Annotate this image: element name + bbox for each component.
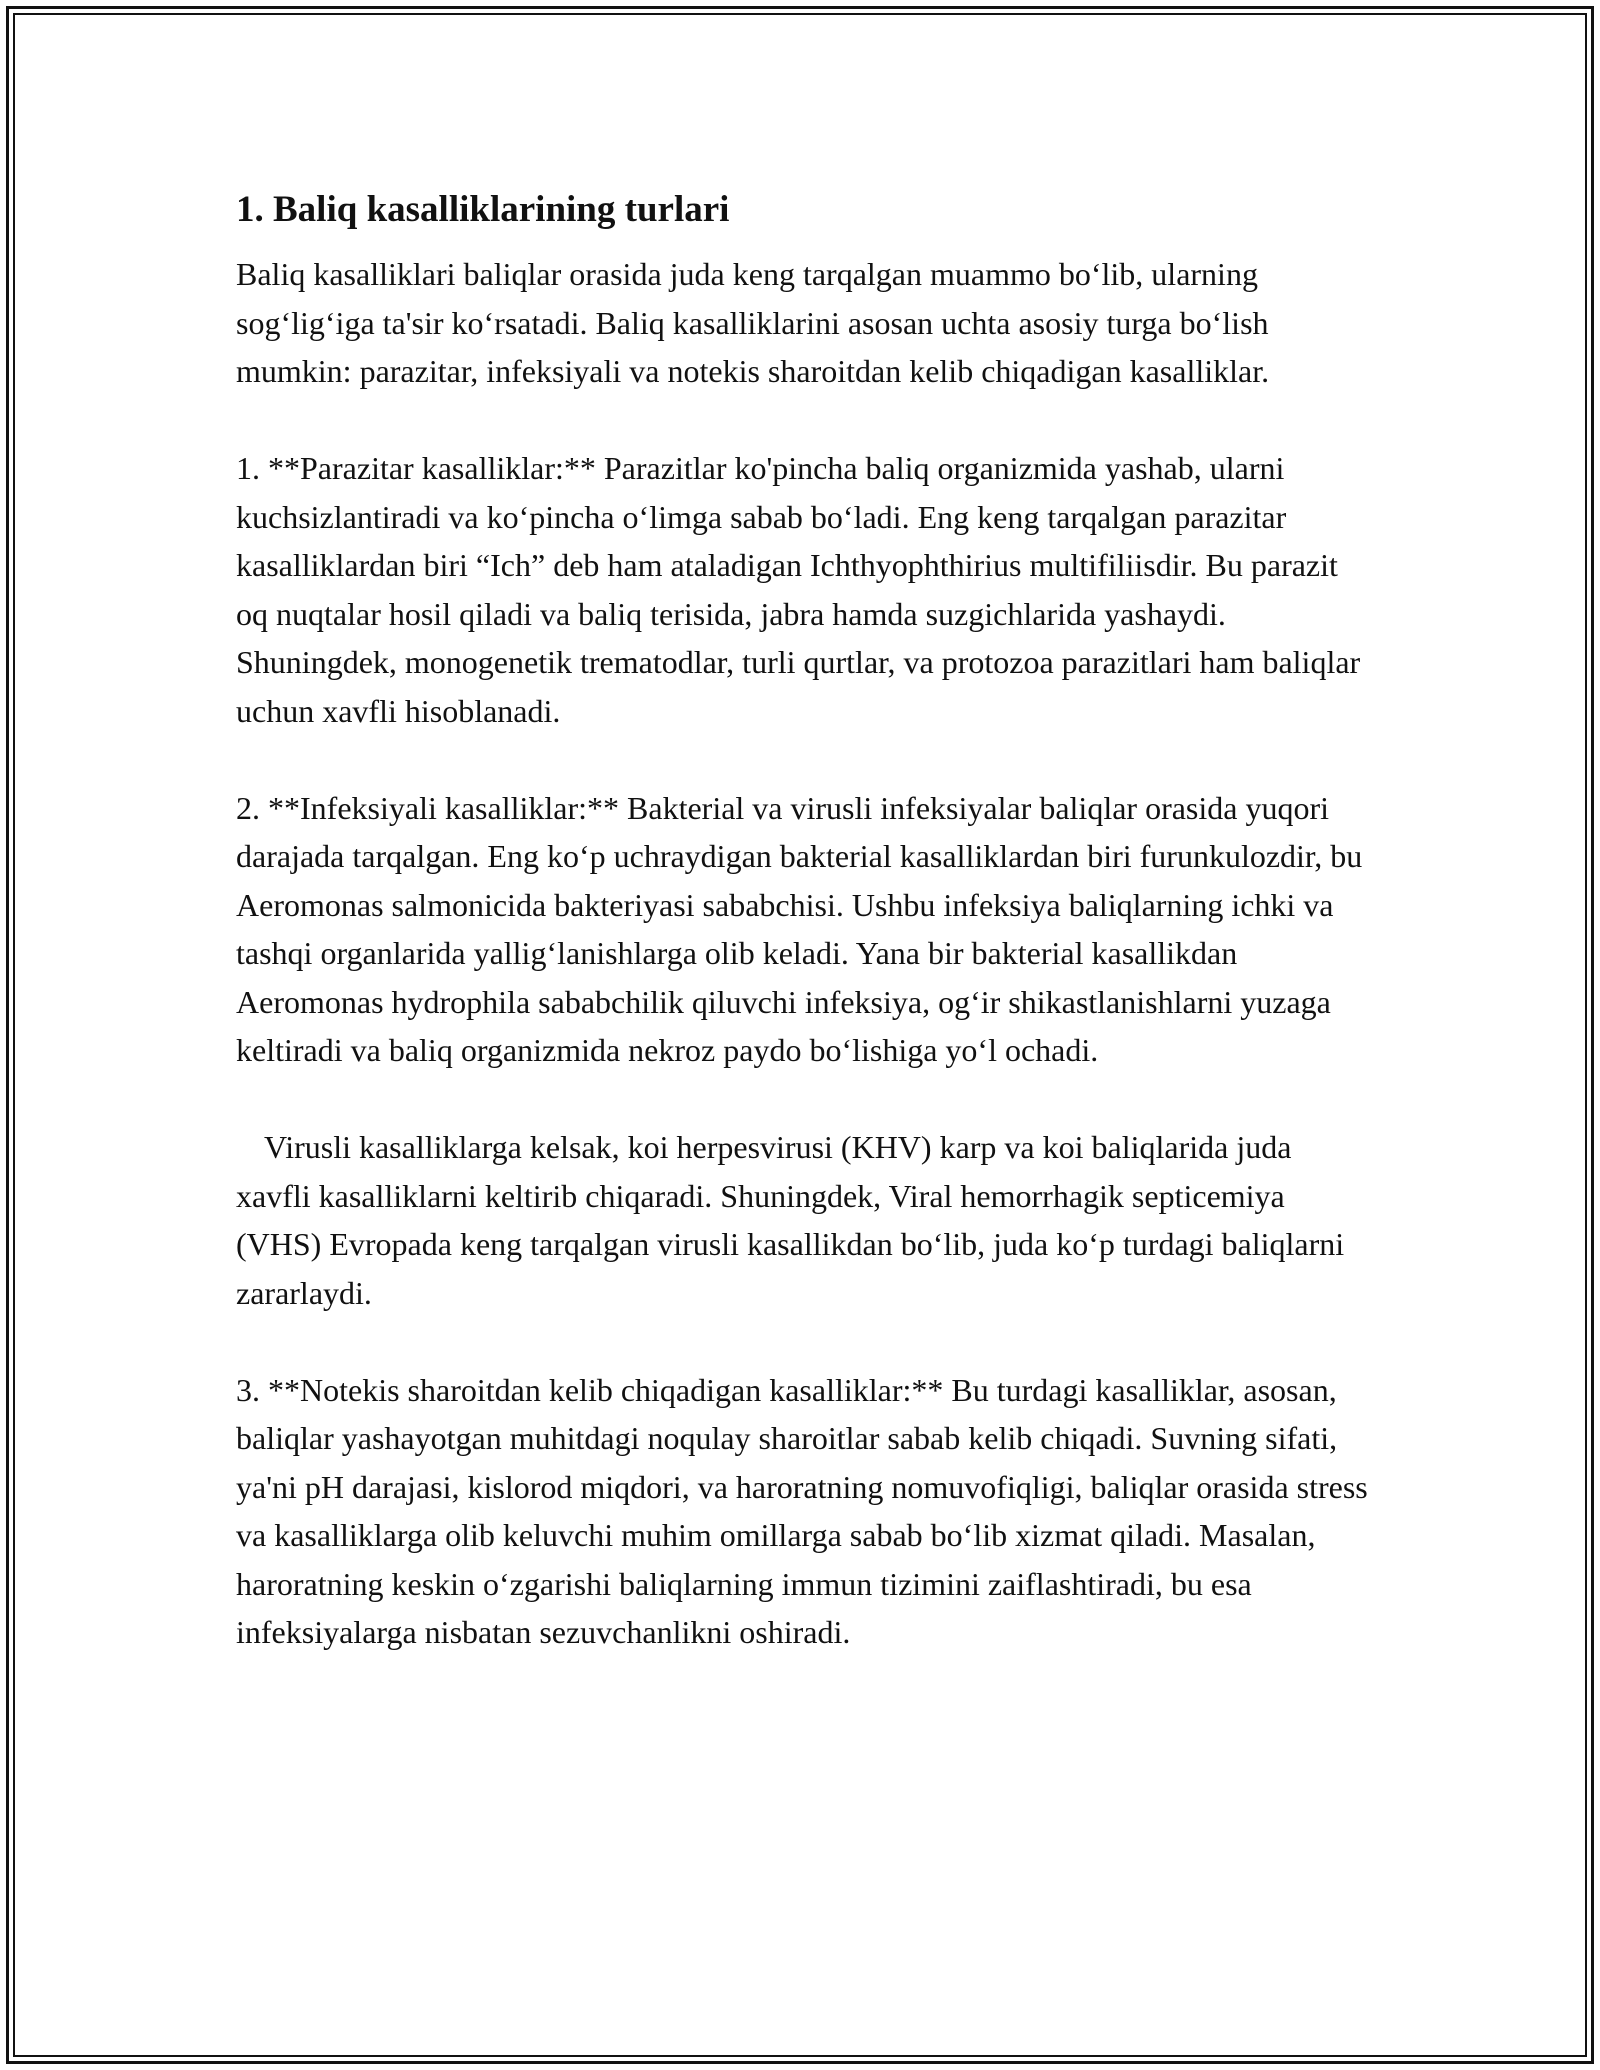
document-body xyxy=(236,186,1370,1705)
parasitic-diseases-paragraph: 1. **Parazitar kasalliklar:** Parazitlar ko'pincha baliq organizmida yashab, ularni kuchsizlantiradi va ko‘pincha o‘limga sabab bo‘ladi. Eng keng tarqalgan parazitar kasalliklardan biri “Ich” deb ham ataladigan Ichthyophthirius multifiliisdir. Bu parazit oq nuqtalar hosil qiladi va baliq terisida, jabra hamda suzgichlarida yashaydi. Shuningdek, monogenetik trematodlar, turli qurtlar, va protozoa parazitlari ham baliqlar uchun xavfli hisoblanadi. xyxy=(236,450,1361,729)
viral-diseases-paragraph: Virusli kasalliklarga kelsak, koi herpesvirusi (KHV) karp va koi baliqlarida juda xavfli kasalliklarni keltirib chiqaradi. Shuningdek, Viral hemorrhagik septicemiya (VHS) Evropada keng tarqalgan virusli kasallikdan bo‘lib, juda ko‘p turdagi baliqlarni zararlaydi. xyxy=(236,1129,1345,1311)
intro-paragraph: Baliq kasalliklari baliqlar orasida juda keng tarqalgan muammo bo‘lib, ularning sog‘lig‘iga ta'sir ko‘rsatadi. Baliq kasalliklarini asosan uchta asosiy turga bo‘lish mumkin: parazitar, infeksiyali va notekis sharoitdan kelib chiqadigan kasalliklar. xyxy=(236,256,1270,389)
environmental-diseases-paragraph: 3. **Notekis sharoitdan kelib chiqadigan kasalliklar:** Bu turdagi kasalliklar, asosan, baliqlar yashayotgan muhitdagi noqulay sharoitlar sabab kelib chiqadi. Suvning sifati, ya'ni pH darajasi, kislorod miqdori, va haroratning nomuvofiqligi, baliqlar orasida stress va kasalliklarga olib keluvchi muhim omillarga sabab bo‘lib xizmat qiladi. Masalan, haroratning keskin o‘zgarishi baliqlarning immun tizimini zaiflashtiradi, bu esa infeksiyalarga nisbatan sezuvchanlikni oshiradi. xyxy=(236,1371,1368,1650)
section-heading: 1. Baliq kasalliklarining turlari xyxy=(236,189,730,230)
infectious-diseases-paragraph: 2. **Infeksiyali kasalliklar:** Bakterial va virusli infeksiyalar baliqlar orasida yuqori darajada tarqalgan. Eng ko‘p uchraydigan bakterial kasalliklardan biri furunkulozdir, bu Aeromonas salmonicida bakteriyasi sababchisi. Ushbu infeksiya baliqlarning ichki va tashqi organlarida yallig‘lanishlarga olib keladi. Yana bir bakterial kasallikdan Aeromonas hydrophila sababchilik qiluvchi infeksiya, og‘ir shikastlanishlarni yuzaga keltiradi va baliq organizmida nekroz paydo bo‘lishiga yo‘l ochadi. xyxy=(236,789,1363,1068)
